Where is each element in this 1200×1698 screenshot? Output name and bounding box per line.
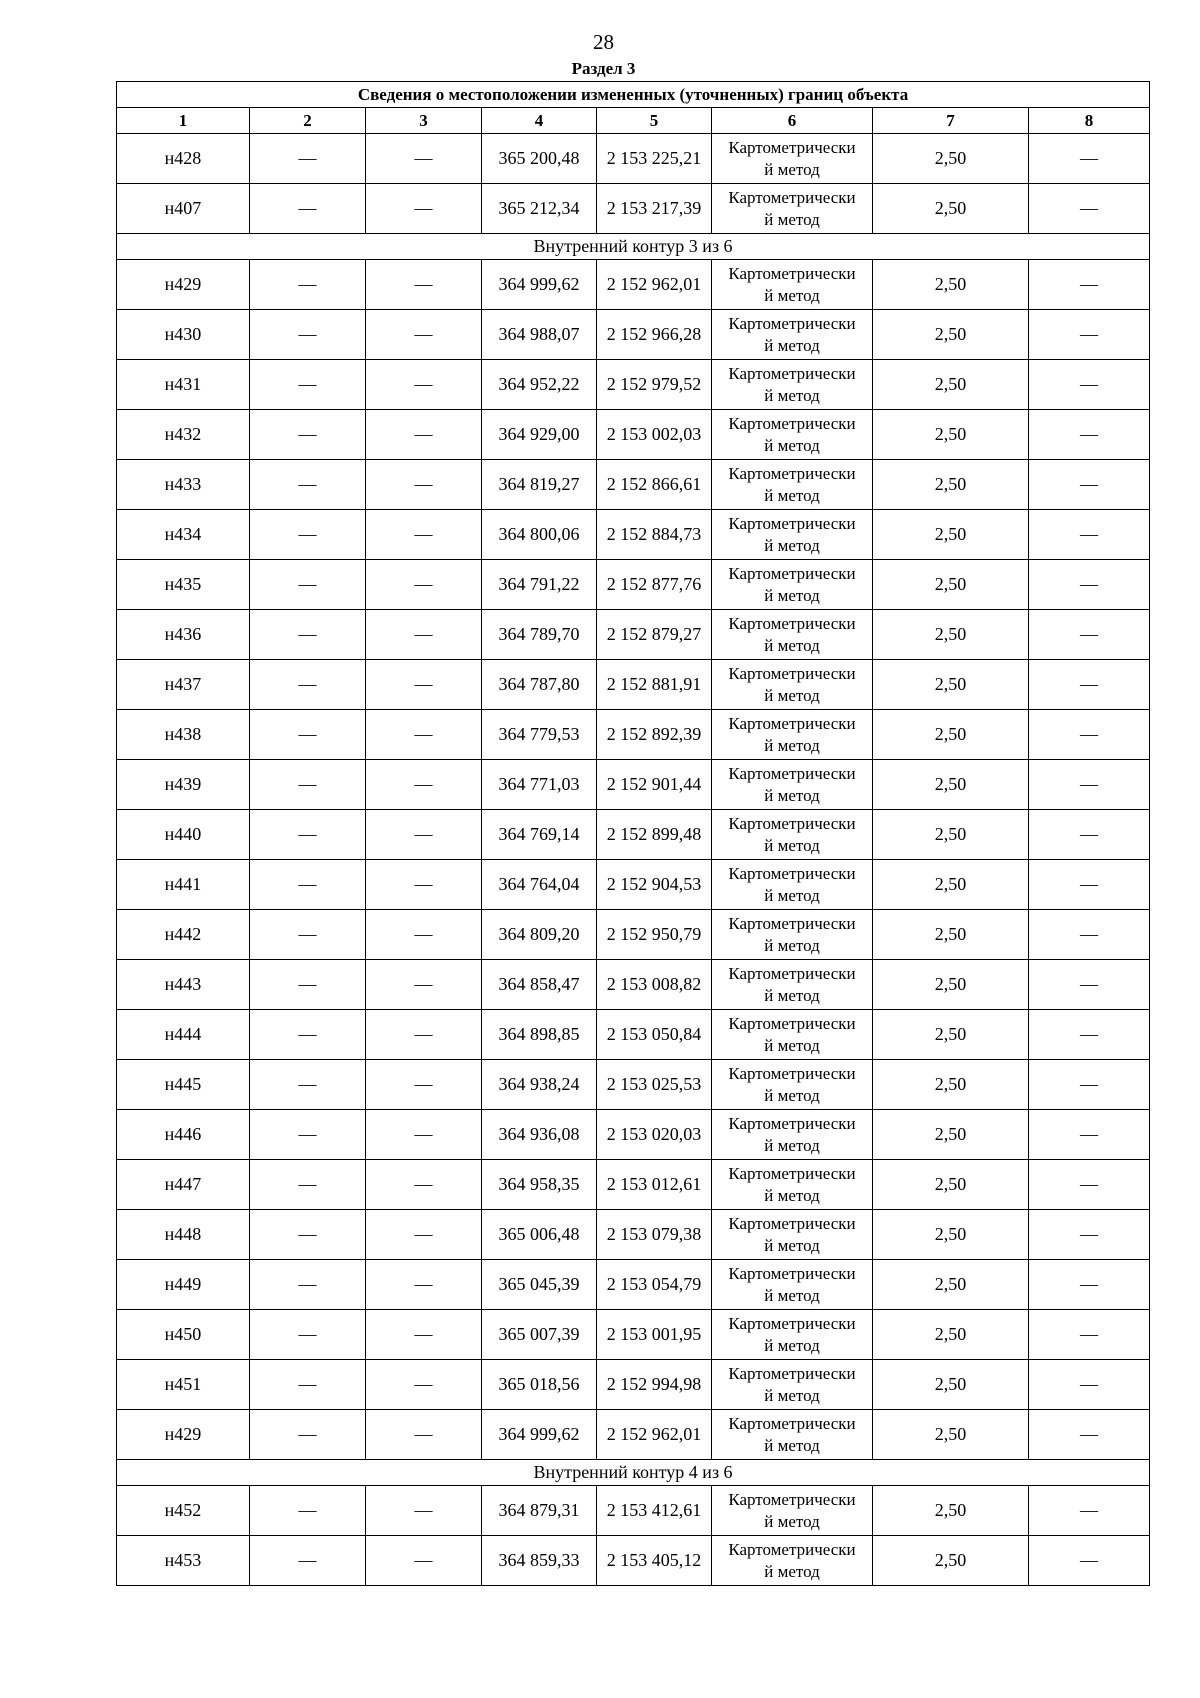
point-id-cell: н442 <box>117 910 250 960</box>
column-header-8: 8 <box>1029 108 1150 134</box>
table-row <box>117 760 1150 810</box>
x-coordinate-cell: 364 879,31 <box>482 1486 597 1536</box>
y-coordinate-cell: 2 152 866,61 <box>597 460 712 510</box>
col2-cell: — <box>250 360 366 410</box>
accuracy-cell: 2,50 <box>873 1410 1029 1460</box>
y-coordinate-cell: 2 152 884,73 <box>597 510 712 560</box>
method-cell: Картометрически й метод <box>712 510 873 560</box>
col2-cell: — <box>250 1260 366 1310</box>
y-coordinate-cell: 2 153 050,84 <box>597 1010 712 1060</box>
method-cell: Картометрически й метод <box>712 260 873 310</box>
col3-cell: — <box>366 810 482 860</box>
method-cell: Картометрически й метод <box>712 460 873 510</box>
col2-cell: — <box>250 134 366 184</box>
method-cell: Картометрически й метод <box>712 1260 873 1310</box>
col8-cell: — <box>1029 560 1150 610</box>
col8-cell: — <box>1029 660 1150 710</box>
col2-cell: — <box>250 260 366 310</box>
col2-cell: — <box>250 560 366 610</box>
y-coordinate-cell: 2 153 079,38 <box>597 1210 712 1260</box>
accuracy-cell: 2,50 <box>873 1260 1029 1310</box>
method-cell: Картометрически й метод <box>712 1310 873 1360</box>
col8-cell: — <box>1029 910 1150 960</box>
accuracy-cell: 2,50 <box>873 1210 1029 1260</box>
point-id-cell: н441 <box>117 860 250 910</box>
y-coordinate-cell: 2 152 879,27 <box>597 610 712 660</box>
col3-cell: — <box>366 1010 482 1060</box>
y-coordinate-cell: 2 152 901,44 <box>597 760 712 810</box>
col3-cell: — <box>366 1360 482 1410</box>
accuracy-cell: 2,50 <box>873 410 1029 460</box>
x-coordinate-cell: 364 952,22 <box>482 360 597 410</box>
col3-cell: — <box>366 660 482 710</box>
contour-header-row <box>117 1460 1150 1486</box>
accuracy-cell: 2,50 <box>873 460 1029 510</box>
point-id-cell: н434 <box>117 510 250 560</box>
method-cell: Картометрически й метод <box>712 1010 873 1060</box>
method-cell: Картометрически й метод <box>712 1160 873 1210</box>
x-coordinate-cell: 364 858,47 <box>482 960 597 1010</box>
point-id-cell: н433 <box>117 460 250 510</box>
col2-cell: — <box>250 1160 366 1210</box>
accuracy-cell: 2,50 <box>873 1110 1029 1160</box>
method-cell: Картометрически й метод <box>712 1410 873 1460</box>
point-id-cell: н448 <box>117 1210 250 1260</box>
col8-cell: — <box>1029 1536 1150 1586</box>
y-coordinate-cell: 2 152 979,52 <box>597 360 712 410</box>
y-coordinate-cell: 2 153 001,95 <box>597 1310 712 1360</box>
col8-cell: — <box>1029 810 1150 860</box>
col2-cell: — <box>250 960 366 1010</box>
x-coordinate-cell: 364 859,33 <box>482 1536 597 1586</box>
point-id-cell: н407 <box>117 184 250 234</box>
column-header-row <box>117 108 1150 134</box>
col2-cell: — <box>250 1210 366 1260</box>
col8-cell: — <box>1029 410 1150 460</box>
table-row <box>117 610 1150 660</box>
col2-cell: — <box>250 760 366 810</box>
col3-cell: — <box>366 1210 482 1260</box>
point-id-cell: н452 <box>117 1486 250 1536</box>
col8-cell: — <box>1029 1410 1150 1460</box>
accuracy-cell: 2,50 <box>873 660 1029 710</box>
col8-cell: — <box>1029 1110 1150 1160</box>
x-coordinate-cell: 364 988,07 <box>482 310 597 360</box>
col2-cell: — <box>250 810 366 860</box>
point-id-cell: н430 <box>117 310 250 360</box>
point-id-cell: н449 <box>117 1260 250 1310</box>
table-row <box>117 560 1150 610</box>
column-header-7: 7 <box>873 108 1029 134</box>
y-coordinate-cell: 2 152 962,01 <box>597 260 712 310</box>
col2-cell: — <box>250 410 366 460</box>
y-coordinate-cell: 2 153 020,03 <box>597 1110 712 1160</box>
y-coordinate-cell: 2 152 899,48 <box>597 810 712 860</box>
table-row <box>117 510 1150 560</box>
col3-cell: — <box>366 1260 482 1310</box>
boundary-table <box>116 81 1150 1586</box>
y-coordinate-cell: 2 152 881,91 <box>597 660 712 710</box>
col2-cell: — <box>250 1536 366 1586</box>
table-row <box>117 1310 1150 1360</box>
x-coordinate-cell: 364 787,80 <box>482 660 597 710</box>
col2-cell: — <box>250 1010 366 1060</box>
section-title: Раздел 3 <box>571 59 636 78</box>
method-cell: Картометрически й метод <box>712 910 873 960</box>
table-row <box>117 1110 1150 1160</box>
x-coordinate-cell: 364 789,70 <box>482 610 597 660</box>
col2-cell: — <box>250 1360 366 1410</box>
col3-cell: — <box>366 1160 482 1210</box>
method-cell: Картометрически й метод <box>712 1060 873 1110</box>
method-cell: Картометрически й метод <box>712 960 873 1010</box>
col3-cell: — <box>366 510 482 560</box>
method-cell: Картометрически й метод <box>712 1486 873 1536</box>
table-row <box>117 410 1150 460</box>
y-coordinate-cell: 2 152 904,53 <box>597 860 712 910</box>
col2-cell: — <box>250 1060 366 1110</box>
method-cell: Картометрически й метод <box>712 710 873 760</box>
col3-cell: — <box>366 1410 482 1460</box>
table-row <box>117 1210 1150 1260</box>
accuracy-cell: 2,50 <box>873 710 1029 760</box>
col8-cell: — <box>1029 1060 1150 1110</box>
x-coordinate-cell: 364 999,62 <box>482 260 597 310</box>
accuracy-cell: 2,50 <box>873 1536 1029 1586</box>
y-coordinate-cell: 2 152 877,76 <box>597 560 712 610</box>
accuracy-cell: 2,50 <box>873 184 1029 234</box>
y-coordinate-cell: 2 152 994,98 <box>597 1360 712 1410</box>
point-id-cell: н444 <box>117 1010 250 1060</box>
y-coordinate-cell: 2 153 012,61 <box>597 1160 712 1210</box>
x-coordinate-cell: 364 791,22 <box>482 560 597 610</box>
point-id-cell: н438 <box>117 710 250 760</box>
col8-cell: — <box>1029 1210 1150 1260</box>
contour-header-row <box>117 234 1150 260</box>
column-header-5: 5 <box>597 108 712 134</box>
col3-cell: — <box>366 710 482 760</box>
x-coordinate-cell: 365 200,48 <box>482 134 597 184</box>
col8-cell: — <box>1029 610 1150 660</box>
col3-cell: — <box>366 960 482 1010</box>
y-coordinate-cell: 2 153 008,82 <box>597 960 712 1010</box>
x-coordinate-cell: 364 800,06 <box>482 510 597 560</box>
column-header-2: 2 <box>250 108 366 134</box>
table-row <box>117 1410 1150 1460</box>
col8-cell: — <box>1029 360 1150 410</box>
column-header-3: 3 <box>366 108 482 134</box>
method-cell: Картометрически й метод <box>712 860 873 910</box>
point-id-cell: н450 <box>117 1310 250 1360</box>
x-coordinate-cell: 364 819,27 <box>482 460 597 510</box>
method-cell: Картометрически й метод <box>712 660 873 710</box>
col3-cell: — <box>366 310 482 360</box>
col2-cell: — <box>250 860 366 910</box>
contour-label: Внутренний контур 3 из 6 <box>117 234 1150 260</box>
col2-cell: — <box>250 1110 366 1160</box>
table-row <box>117 710 1150 760</box>
col2-cell: — <box>250 510 366 560</box>
col8-cell: — <box>1029 510 1150 560</box>
y-coordinate-cell: 2 153 225,21 <box>597 134 712 184</box>
table-row <box>117 360 1150 410</box>
table-row <box>117 1260 1150 1310</box>
col8-cell: — <box>1029 760 1150 810</box>
col8-cell: — <box>1029 1010 1150 1060</box>
y-coordinate-cell: 2 152 966,28 <box>597 310 712 360</box>
method-cell: Картометрически й метод <box>712 760 873 810</box>
col8-cell: — <box>1029 134 1150 184</box>
table-row <box>117 184 1150 234</box>
accuracy-cell: 2,50 <box>873 1486 1029 1536</box>
col3-cell: — <box>366 1486 482 1536</box>
col2-cell: — <box>250 660 366 710</box>
x-coordinate-cell: 364 771,03 <box>482 760 597 810</box>
x-coordinate-cell: 365 006,48 <box>482 1210 597 1260</box>
y-coordinate-cell: 2 153 054,79 <box>597 1260 712 1310</box>
col8-cell: — <box>1029 1486 1150 1536</box>
method-cell: Картометрически й метод <box>712 810 873 860</box>
col8-cell: — <box>1029 960 1150 1010</box>
accuracy-cell: 2,50 <box>873 1160 1029 1210</box>
point-id-cell: н439 <box>117 760 250 810</box>
method-cell: Картометрически й метод <box>712 310 873 360</box>
x-coordinate-cell: 364 938,24 <box>482 1060 597 1110</box>
point-id-cell: н451 <box>117 1360 250 1410</box>
point-id-cell: н428 <box>117 134 250 184</box>
x-coordinate-cell: 364 769,14 <box>482 810 597 860</box>
accuracy-cell: 2,50 <box>873 960 1029 1010</box>
accuracy-cell: 2,50 <box>873 510 1029 560</box>
x-coordinate-cell: 365 007,39 <box>482 1310 597 1360</box>
x-coordinate-cell: 364 958,35 <box>482 1160 597 1210</box>
y-coordinate-cell: 2 153 217,39 <box>597 184 712 234</box>
accuracy-cell: 2,50 <box>873 310 1029 360</box>
x-coordinate-cell: 365 212,34 <box>482 184 597 234</box>
table-caption-row <box>117 82 1150 108</box>
point-id-cell: н443 <box>117 960 250 1010</box>
method-cell: Картометрически й метод <box>712 134 873 184</box>
method-cell: Картометрически й метод <box>712 1536 873 1586</box>
point-id-cell: н440 <box>117 810 250 860</box>
x-coordinate-cell: 364 779,53 <box>482 710 597 760</box>
col3-cell: — <box>366 560 482 610</box>
table-row <box>117 660 1150 710</box>
x-coordinate-cell: 365 045,39 <box>482 1260 597 1310</box>
table-row <box>117 860 1150 910</box>
x-coordinate-cell: 364 898,85 <box>482 1010 597 1060</box>
column-header-6: 6 <box>712 108 873 134</box>
accuracy-cell: 2,50 <box>873 610 1029 660</box>
col3-cell: — <box>366 460 482 510</box>
col3-cell: — <box>366 1310 482 1360</box>
table-row <box>117 1536 1150 1586</box>
y-coordinate-cell: 2 152 950,79 <box>597 910 712 960</box>
point-id-cell: н431 <box>117 360 250 410</box>
accuracy-cell: 2,50 <box>873 1010 1029 1060</box>
col3-cell: — <box>366 760 482 810</box>
accuracy-cell: 2,50 <box>873 760 1029 810</box>
method-cell: Картометрически й метод <box>712 560 873 610</box>
accuracy-cell: 2,50 <box>873 1310 1029 1360</box>
col2-cell: — <box>250 610 366 660</box>
accuracy-cell: 2,50 <box>873 810 1029 860</box>
col8-cell: — <box>1029 1260 1150 1310</box>
method-cell: Картометрически й метод <box>712 184 873 234</box>
point-id-cell: н437 <box>117 660 250 710</box>
accuracy-cell: 2,50 <box>873 860 1029 910</box>
table-row <box>117 1360 1150 1410</box>
point-id-cell: н446 <box>117 1110 250 1160</box>
x-coordinate-cell: 364 936,08 <box>482 1110 597 1160</box>
table-row <box>117 134 1150 184</box>
col8-cell: — <box>1029 260 1150 310</box>
table-row <box>117 1060 1150 1110</box>
method-cell: Картометрически й метод <box>712 1210 873 1260</box>
table-row <box>117 1486 1150 1536</box>
col2-cell: — <box>250 310 366 360</box>
x-coordinate-cell: 365 018,56 <box>482 1360 597 1410</box>
col8-cell: — <box>1029 1360 1150 1410</box>
point-id-cell: н436 <box>117 610 250 660</box>
method-cell: Картометрически й метод <box>712 410 873 460</box>
point-id-cell: н429 <box>117 260 250 310</box>
y-coordinate-cell: 2 153 002,03 <box>597 410 712 460</box>
col3-cell: — <box>366 184 482 234</box>
col3-cell: — <box>366 610 482 660</box>
accuracy-cell: 2,50 <box>873 260 1029 310</box>
column-header-1: 1 <box>117 108 250 134</box>
accuracy-cell: 2,50 <box>873 360 1029 410</box>
col2-cell: — <box>250 1486 366 1536</box>
x-coordinate-cell: 364 809,20 <box>482 910 597 960</box>
x-coordinate-cell: 364 999,62 <box>482 1410 597 1460</box>
col8-cell: — <box>1029 860 1150 910</box>
table-row <box>117 810 1150 860</box>
col3-cell: — <box>366 1536 482 1586</box>
col2-cell: — <box>250 1310 366 1360</box>
y-coordinate-cell: 2 153 025,53 <box>597 1060 712 1110</box>
method-cell: Картометрически й метод <box>712 1110 873 1160</box>
table-row <box>117 1010 1150 1060</box>
col3-cell: — <box>366 910 482 960</box>
col2-cell: — <box>250 1410 366 1460</box>
table-row <box>117 1160 1150 1210</box>
y-coordinate-cell: 2 153 405,12 <box>597 1536 712 1586</box>
y-coordinate-cell: 2 153 412,61 <box>597 1486 712 1536</box>
table-row <box>117 460 1150 510</box>
table-caption: Сведения о местоположении измененных (уточненных) границ объекта <box>117 82 1150 108</box>
col2-cell: — <box>250 460 366 510</box>
col8-cell: — <box>1029 1310 1150 1360</box>
col3-cell: — <box>366 1060 482 1110</box>
point-id-cell: н445 <box>117 1060 250 1110</box>
col8-cell: — <box>1029 310 1150 360</box>
accuracy-cell: 2,50 <box>873 1060 1029 1110</box>
x-coordinate-cell: 364 929,00 <box>482 410 597 460</box>
method-cell: Картометрически й метод <box>712 1360 873 1410</box>
point-id-cell: н435 <box>117 560 250 610</box>
col8-cell: — <box>1029 710 1150 760</box>
column-header-4: 4 <box>482 108 597 134</box>
point-id-cell: н447 <box>117 1160 250 1210</box>
table-row <box>117 310 1150 360</box>
table-row <box>117 960 1150 1010</box>
col2-cell: — <box>250 910 366 960</box>
col3-cell: — <box>366 410 482 460</box>
point-id-cell: н432 <box>117 410 250 460</box>
method-cell: Картометрически й метод <box>712 360 873 410</box>
col3-cell: — <box>366 1110 482 1160</box>
accuracy-cell: 2,50 <box>873 134 1029 184</box>
method-cell: Картометрически й метод <box>712 610 873 660</box>
col3-cell: — <box>366 134 482 184</box>
point-id-cell: н429 <box>117 1410 250 1460</box>
col2-cell: — <box>250 710 366 760</box>
contour-label: Внутренний контур 4 из 6 <box>117 1460 1150 1486</box>
point-id-cell: н453 <box>117 1536 250 1586</box>
table-row <box>117 910 1150 960</box>
col2-cell: — <box>250 184 366 234</box>
x-coordinate-cell: 364 764,04 <box>482 860 597 910</box>
col8-cell: — <box>1029 1160 1150 1210</box>
accuracy-cell: 2,50 <box>873 1360 1029 1410</box>
page-number: 28 <box>593 30 614 54</box>
table-row <box>117 260 1150 310</box>
accuracy-cell: 2,50 <box>873 910 1029 960</box>
col3-cell: — <box>366 860 482 910</box>
col3-cell: — <box>366 360 482 410</box>
accuracy-cell: 2,50 <box>873 560 1029 610</box>
col3-cell: — <box>366 260 482 310</box>
col8-cell: — <box>1029 460 1150 510</box>
y-coordinate-cell: 2 152 892,39 <box>597 710 712 760</box>
col8-cell: — <box>1029 184 1150 234</box>
y-coordinate-cell: 2 152 962,01 <box>597 1410 712 1460</box>
